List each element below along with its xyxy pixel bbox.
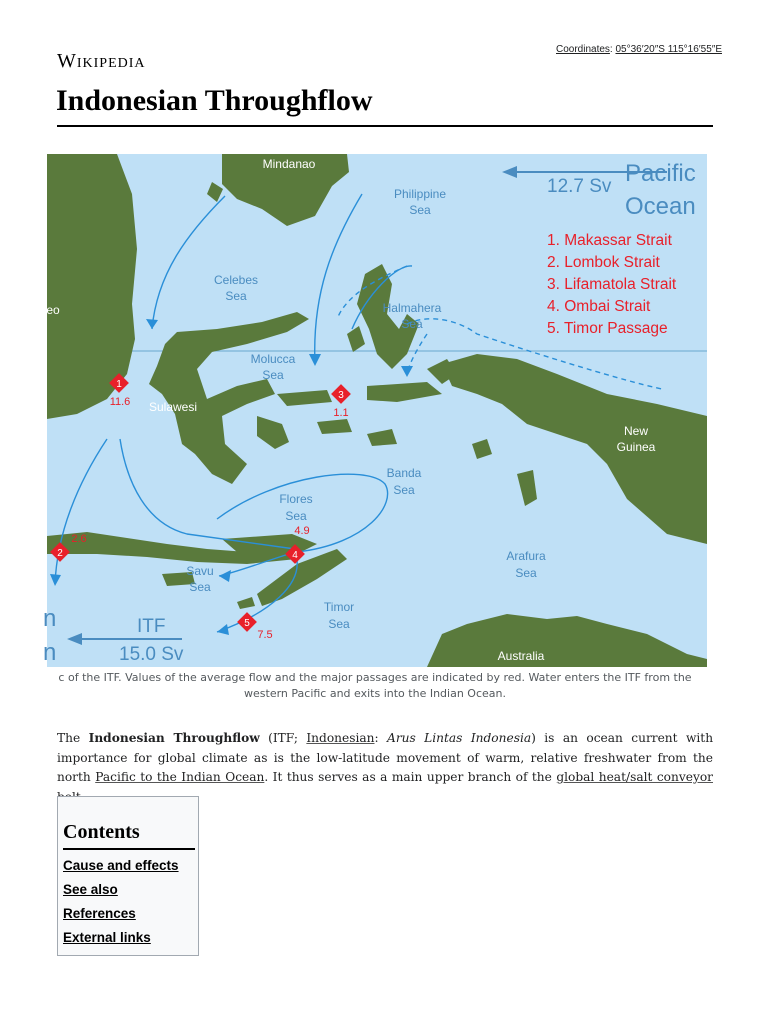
svg-text:7.5: 7.5 <box>257 629 273 641</box>
legend-item: 1. Makassar Strait <box>547 232 672 249</box>
toc-title: Contents <box>63 821 140 843</box>
label-timor-sea-1: Timor <box>323 600 355 614</box>
itf-map[interactable] <box>43 154 707 667</box>
label-timor-sea-2: Sea <box>328 617 350 631</box>
label-molucca-sea-2: Sea <box>262 368 284 382</box>
label-new-guinea-2: Guinea <box>616 440 656 454</box>
label-mindanao: Mindanao <box>262 157 316 171</box>
label-pacific-flow: 12.7 Sv <box>547 176 612 197</box>
label-halmahera-sea-1: Halmahera <box>382 301 442 315</box>
strait-legend <box>547 232 677 337</box>
legend-item: 2. Lombok Strait <box>547 254 660 271</box>
svg-text:2.6: 2.6 <box>71 533 87 545</box>
label-flores-sea-1: Flores <box>279 492 313 506</box>
svg-text:1: 1 <box>116 379 122 390</box>
label-itf-flow: 15.0 Sv <box>119 644 184 665</box>
svg-text:2: 2 <box>57 548 63 559</box>
intro-term: Indonesian Throughflow <box>88 731 260 745</box>
label-australia: Australia <box>497 649 545 663</box>
page-title: Indonesian Throughflow <box>56 84 373 117</box>
intro-rest-2: . It thus serves as a main upper branch of the <box>264 770 552 784</box>
label-celebes-sea-2: Sea <box>225 289 247 303</box>
conveyor-belt-link[interactable]: global heat/salt conveyor <box>556 770 713 784</box>
coordinates: Coordinates: 05°36′20″S 115°16′55″E <box>556 44 722 55</box>
label-savu-sea-1: Savu <box>186 564 214 578</box>
title-divider <box>57 125 713 127</box>
label-savu-sea-2: Sea <box>189 580 211 594</box>
intro-the: The <box>57 731 81 745</box>
indonesian-link[interactable]: Indonesian <box>306 731 375 745</box>
map-caption <box>40 670 710 702</box>
wikipedia-logo[interactable]: Wikipedia <box>57 50 146 72</box>
caption-line-1: c of the ITF. Values of the average flow and the major passages are indicated by red. Water enters the ITF from the <box>58 671 692 684</box>
legend-item: 5. Timor Passage <box>547 320 668 337</box>
svg-text:4.9: 4.9 <box>294 525 310 537</box>
intro-rest-1: ) is an ocean current with importance for global climate as is the low-latitude movement of warm, relative freshwater from the north <box>57 731 714 784</box>
label-pacific-1: Pacific <box>625 160 696 187</box>
table-of-contents <box>57 796 199 956</box>
toc-item-see-also[interactable]: See also <box>63 882 118 897</box>
svg-text:5: 5 <box>244 618 250 629</box>
coordinates-label: Coordinates <box>556 44 610 55</box>
label-celebes-sea-1: Celebes <box>213 273 259 287</box>
label-philippine-sea-2: Sea <box>409 203 431 217</box>
label-philippine-sea-1: Philippine <box>393 187 447 201</box>
label-pacific-2: Ocean <box>625 193 696 220</box>
label-borneo: eo <box>46 303 60 317</box>
svg-text:4: 4 <box>292 550 298 561</box>
intro-colon: : <box>374 731 379 745</box>
label-molucca-sea-1: Molucca <box>250 352 296 366</box>
label-banda-sea-2: Sea <box>393 483 415 497</box>
label-sulawesi: Sulawesi <box>148 400 198 414</box>
svg-text:3: 3 <box>338 390 344 401</box>
label-new-guinea-1: New <box>623 424 649 438</box>
svg-text:11.6: 11.6 <box>109 396 131 408</box>
legend-item: 4. Ombai Strait <box>547 298 651 315</box>
pacific-indian-link[interactable]: Pacific to the Indian Ocean <box>95 770 265 784</box>
label-indian-1: n <box>43 605 57 632</box>
label-halmahera-sea-2: Sea <box>401 317 423 331</box>
toc-item-references[interactable]: References <box>63 906 136 921</box>
toc-item-external-links[interactable]: External links <box>63 930 151 945</box>
svg-text:1.1: 1.1 <box>333 407 349 419</box>
toc-divider <box>63 848 195 850</box>
label-arafura-sea-2: Sea <box>515 566 537 580</box>
legend-item: 3. Lifamatola Strait <box>547 276 677 293</box>
label-indian-2: n <box>43 639 57 666</box>
label-banda-sea-1: Banda <box>386 466 422 480</box>
label-itf: ITF <box>137 616 166 637</box>
toc-item-cause-and-effects[interactable]: Cause and effects <box>63 858 179 873</box>
caption-line-2: western Pacific and exits into the Indian Ocean. <box>244 687 506 700</box>
coordinates-link[interactable]: 05°36′20″S 115°16′55″E <box>615 44 722 55</box>
intro-native: Arus Lintas Indonesia <box>387 731 532 745</box>
intro-paren: (ITF; <box>268 731 298 745</box>
label-arafura-sea-1: Arafura <box>506 549 546 563</box>
label-flores-sea-2: Sea <box>285 509 307 523</box>
